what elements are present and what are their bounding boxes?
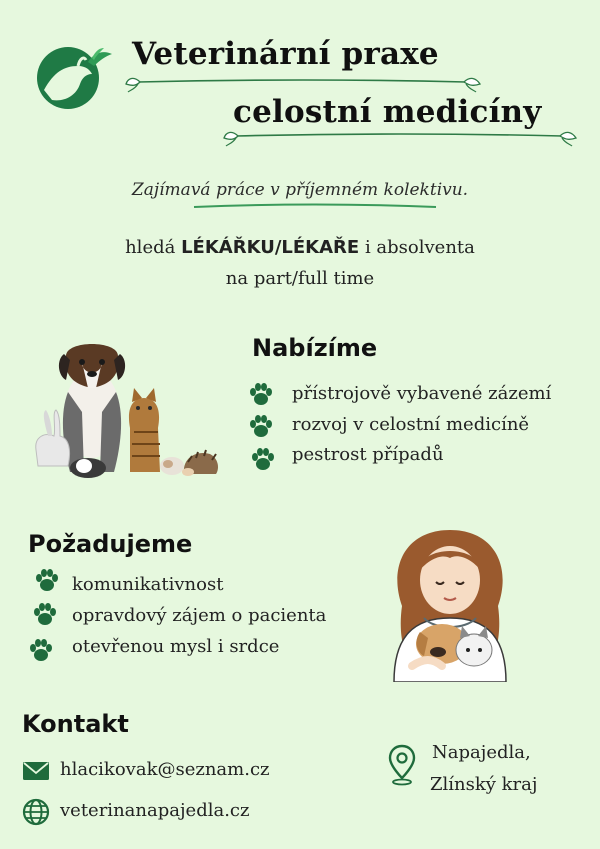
title-underline-1 bbox=[124, 72, 484, 94]
intro-position: LÉKÁŘKU/LÉKAŘE bbox=[181, 237, 360, 258]
requirement-item: opravdový zájem o pacienta bbox=[72, 605, 327, 626]
requirement-item: otevřenou mysl i srdce bbox=[72, 636, 280, 657]
intro-line-2: na part/full time bbox=[225, 268, 375, 289]
title-underline-2 bbox=[222, 128, 580, 150]
paw-icon bbox=[250, 447, 276, 473]
clinic-logo bbox=[34, 44, 116, 112]
intro-suffix: i absolventa bbox=[359, 237, 475, 258]
requirement-item: komunikativnost bbox=[72, 574, 224, 595]
contact-location-city: Napajedla, bbox=[432, 742, 531, 763]
offer-item: pestrost případů bbox=[292, 444, 444, 465]
intro-prefix: hledá bbox=[125, 237, 182, 258]
tagline-underline bbox=[190, 203, 440, 211]
contact-website[interactable]: veterinanapajedla.cz bbox=[60, 800, 250, 821]
animals-illustration bbox=[26, 332, 222, 486]
offer-heading: Nabízíme bbox=[252, 334, 378, 362]
email-icon bbox=[22, 761, 50, 781]
paw-icon bbox=[28, 638, 54, 664]
tagline: Zajímavá práce v příjemném kolektivu. bbox=[131, 180, 469, 200]
offer-item: přístrojově vybavené zázemí bbox=[292, 383, 552, 404]
paw-icon bbox=[34, 568, 60, 594]
vet-illustration bbox=[384, 526, 516, 682]
title-line-2: celostní medicíny bbox=[233, 94, 542, 130]
contact-heading: Kontakt bbox=[22, 710, 129, 738]
paw-icon bbox=[32, 602, 58, 628]
paw-icon bbox=[248, 414, 274, 440]
intro-text bbox=[0, 232, 600, 294]
title-line-1: Veterinární praxe bbox=[132, 36, 439, 72]
offer-item: rozvoj v celostní medicíně bbox=[292, 414, 530, 435]
contact-location-region: Zlínský kraj bbox=[430, 774, 538, 795]
requirements-heading: Požadujeme bbox=[28, 530, 193, 558]
location-pin-icon bbox=[388, 744, 416, 786]
logo-icon bbox=[34, 44, 116, 112]
paw-icon bbox=[248, 382, 274, 408]
globe-icon bbox=[22, 798, 50, 826]
contact-email[interactable]: hlacikovak@seznam.cz bbox=[60, 759, 270, 780]
